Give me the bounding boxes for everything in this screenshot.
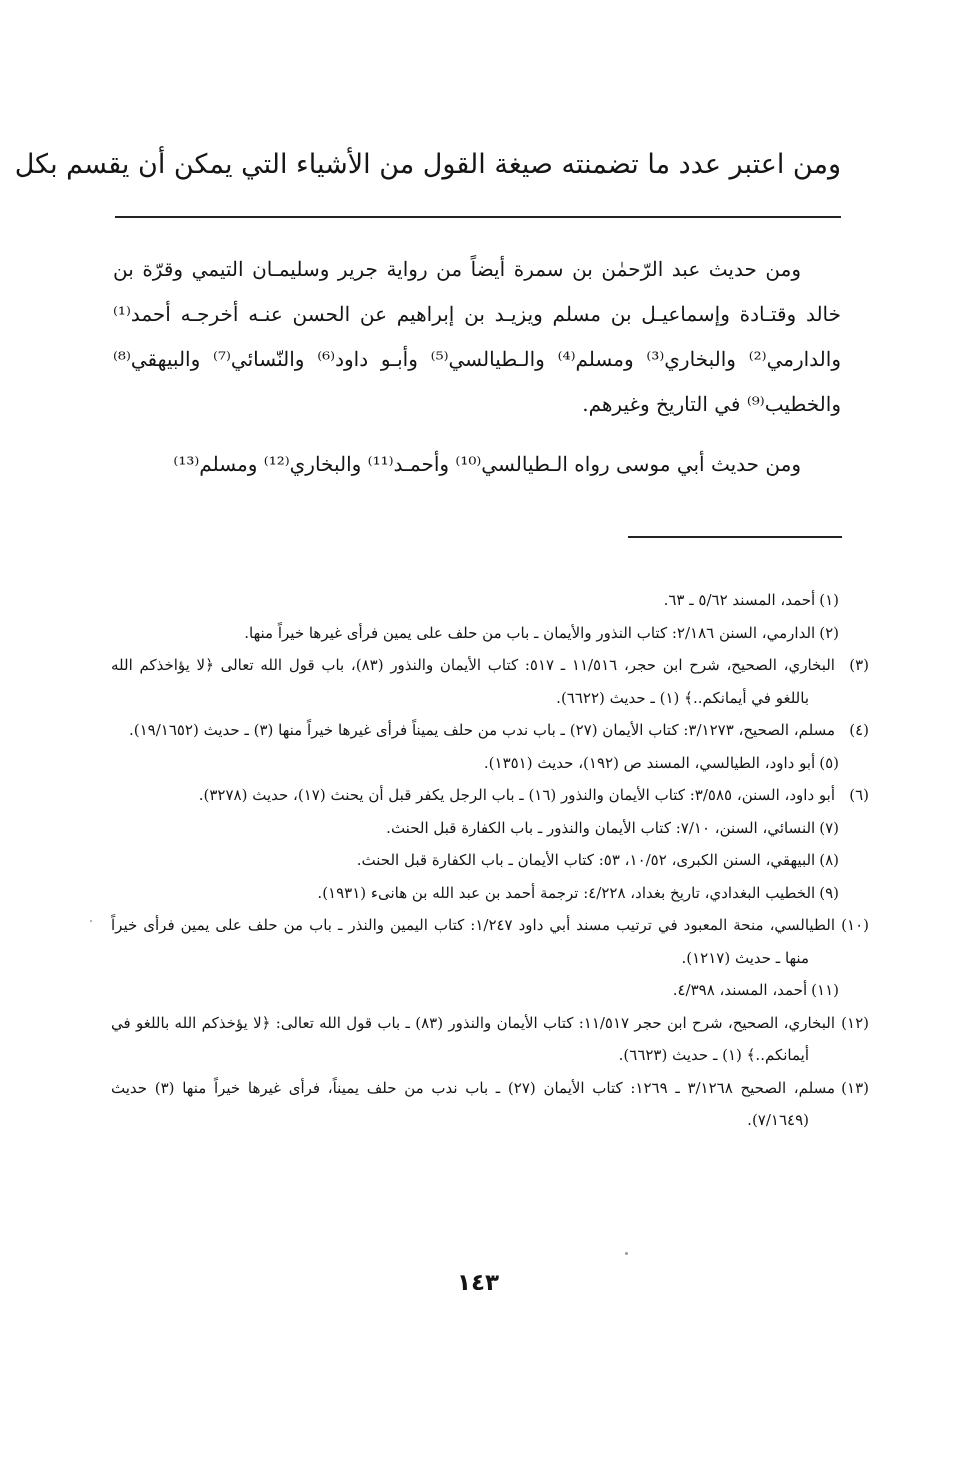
footnote-text: أبو داود، الطيالسي، المسند ص (١٩٢)، حديث (١٣٥١). xyxy=(483,753,816,772)
footnote-6: (٦)أبو داود، السنن، ٣/٥٨٥: كتاب الأيمان والنذور (١٦) ـ باب الرجل يكفر قبل أن يحنث (١٧)، حديث (٣٢٧٨). xyxy=(198,786,869,804)
footnote-text: أحمد، المسند، ٤/٣٩٨. xyxy=(672,981,808,999)
footnote-text: البخاري، الصحيح، شرح ابن حجر ١١/٥١٧: كتاب الأيمان والنذور (٨٣) ـ باب قول الله تعالى: ﴿لا يؤخذكم الله باللغو في أيمانكم..﴾ (١) ـ حديث (٦٦٢٣). xyxy=(111,1013,835,1064)
footnote-text: أحمد، المسند ٥/٦٢ ـ ٦٣. xyxy=(663,591,816,609)
footnote-text: البخاري، الصحيح، شرح ابن حجر، ١١/٥١٦ ـ ٥١٧: كتاب الأيمان والنذور (٨٣)، باب قول الله تعالى ﴿لا يؤاخذكم الله باللغو في أيمانكم..﴾ (١) ـ حديث (٦٦٢٢). xyxy=(111,656,835,707)
footnote-number: (٥) xyxy=(819,753,839,772)
footnote-4: (٤)مسلم، الصحيح، ٣/١٢٧٣: كتاب الأيمان (٢٧) ـ باب ندب من حلف يميناً فرأى غيرها خيراً منها (٣) ـ حديث (١٩/١٦٥٢). xyxy=(128,721,869,739)
footnote-text: مسلم، الصحيح ٣/١٢٦٨ ـ ١٢٦٩: كتاب الأيمان (٢٧) ـ باب ندب من حلف يميناً، فرأى غيرها خيراً منها (٣) حديث (٧/١٦٤٩). xyxy=(111,1078,836,1129)
footnote-number: (١١) xyxy=(811,981,839,999)
body-paragraph-1: ومن حديث عبد الرّحمٰن بن سمرة أيضاً من رواية جرير وسليمـان التيمي وقرّة بن خالد وقتـادة وإسماعيـل بن مسلم ويزيـد بن إبراهيم عن الحسن عنـه أخرجـه أحمد⁽¹⁾ والدارمي⁽²⁾ والبخاري⁽³⁾ ومسلم⁽⁴⁾ والـطيالسي⁽⁵⁾ وأبـو داود⁽⁶⁾ والنّسائي⁽⁷⁾ والبيهقي⁽⁸⁾ والخطيب⁽⁹⁾ في التاريخ وغيرهم. xyxy=(113,257,841,416)
footnote-5 xyxy=(111,747,839,780)
footnote-number: (٩) xyxy=(819,883,839,902)
footnote-1 xyxy=(111,584,839,617)
footnote-11 xyxy=(111,974,839,1007)
footnote-text: أبو داود، السنن، ٣/٥٨٥: كتاب الأيمان والنذور (١٦) ـ باب الرجل يكفر قبل أن يحنث (١٧)، حديث (٣٢٧٨). xyxy=(198,786,835,804)
footnote-text: مسلم، الصحيح، ٣/١٢٧٣: كتاب الأيمان (٢٧) ـ باب ندب من حلف يميناً فرأى غيرها خيراً منها (٣) ـ حديث (١٩/١٦٥٢). xyxy=(128,721,835,739)
footnote-number: (٢) xyxy=(819,623,839,642)
footnote-number: (٨) xyxy=(819,851,839,869)
footnote-text: النسائي، السنن، ٧/١٠: كتاب الأيمان والنذور ـ باب الكفارة قبل الحنث. xyxy=(386,818,816,837)
footnote-2 xyxy=(111,617,839,650)
footnote-number: (١) xyxy=(819,591,839,609)
footnote-text: الدارمي، السنن ٢/١٨٦: كتاب النذور والأيمان ـ باب من حلف على يمين فرأى غيرها خيراً منها. xyxy=(244,623,816,642)
footnote-text: البيهقي، السنن الكبرى، ١٠/٥٢، ٥٣: كتاب الأيمان ـ باب الكفارة قبل الحنث. xyxy=(356,851,816,869)
scan-speck xyxy=(90,920,92,922)
footnote-8 xyxy=(111,844,839,877)
footnote-12: (١٢)البخاري، الصحيح، شرح ابن حجر ١١/٥١٧: كتاب الأيمان والنذور (٨٣) ـ باب قول الله تعالى: ﴿لا يؤخذكم الله باللغو في أيمانكم..﴾ (١) ـ حديث (٦٦٢٣). xyxy=(111,1013,869,1064)
footnote-13: (١٣)مسلم، الصحيح ٣/١٢٦٨ ـ ١٢٦٩: كتاب الأيمان (٢٧) ـ باب ندب من حلف يميناً، فرأى غيرها خيراً منها (٣) حديث (٧/١٦٤٩). xyxy=(111,1078,870,1129)
footnote-3: (٣)البخاري، الصحيح، شرح ابن حجر، ١١/٥١٦ ـ ٥١٧: كتاب الأيمان والنذور (٨٣)، باب قول الله تعالى ﴿لا يؤاخذكم الله باللغو في أيمانكم..﴾ (١) ـ حديث (٦٦٢٢). xyxy=(111,656,869,707)
footnote-9 xyxy=(111,877,839,910)
page-number: ١٤٣ xyxy=(456,1270,500,1296)
footnote-number: (٧) xyxy=(819,818,839,837)
main-text xyxy=(113,247,841,487)
footnote-text: الطيالسي، منحة المعبود في ترتيب مسند أبي داود ١/٢٤٧: كتاب اليمين والنذر ـ باب من حلف على يمين فرأى خيراً منها ـ حديث (١٢١٧). xyxy=(111,916,836,967)
running-header-line: ومن اعتبر عدد ما تضمنته صيغة القول من الأشياء التي يمكن أن يقسم بكل xyxy=(14,149,841,180)
header-divider xyxy=(115,216,841,218)
footnotes-section xyxy=(111,584,870,1137)
body-paragraph-2: ومن حديث أبي موسى رواه الـطيالسي⁽¹⁰⁾ وأحمـد⁽¹¹⁾ والبخاري⁽¹²⁾ ومسلم⁽¹³⁾ xyxy=(173,452,801,476)
scan-speck xyxy=(625,1252,628,1255)
footnote-text: الخطيب البغدادي، تاريخ بغداد، ٤/٢٢٨: ترجمة أحمد بن عبد الله بن هانىء (١٩٣١). xyxy=(317,883,816,902)
footnote-10: (١٠)الطيالسي، منحة المعبود في ترتيب مسند أبي داود ١/٢٤٧: كتاب اليمين والنذر ـ باب من حلف على يمين فرأى خيراً منها ـ حديث (١٢١٧). xyxy=(111,916,870,967)
footnote-divider xyxy=(628,536,842,538)
footnote-7 xyxy=(111,812,839,845)
